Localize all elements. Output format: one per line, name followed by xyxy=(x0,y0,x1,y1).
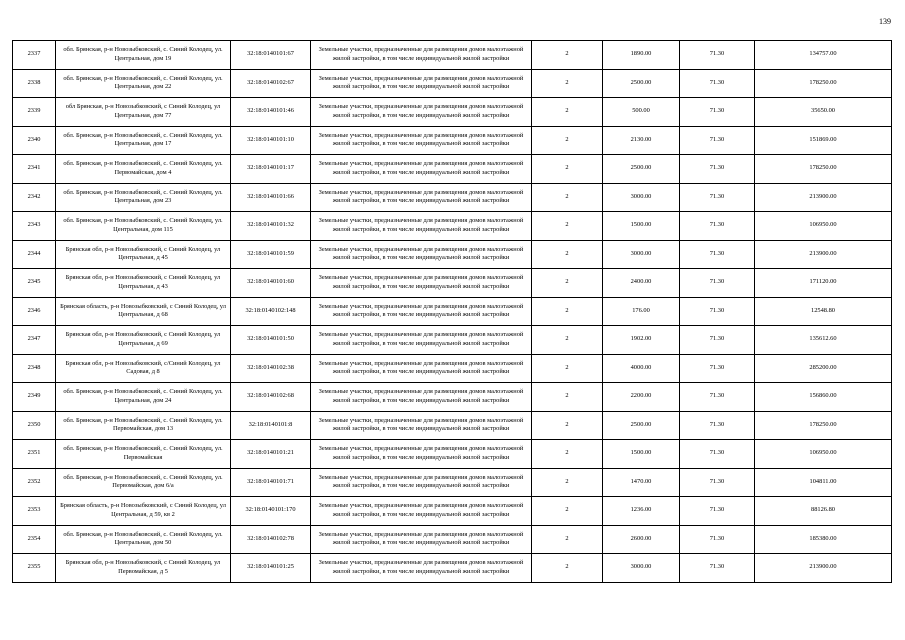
category-cell: 2 xyxy=(532,212,603,241)
table-row xyxy=(13,98,892,127)
row-number: 2338 xyxy=(13,69,56,98)
cadastral-number-cell: 32:18:0140102:38 xyxy=(231,354,311,383)
rate-cell: 71.30 xyxy=(680,326,755,355)
address-cell: обл. Брянская, р-н Новозыбковский, с. Синий Колодец, ул. Первомайская, дом 4 xyxy=(56,155,231,184)
cadastral-number-cell: 32:18:0140101:60 xyxy=(231,269,311,298)
table-row xyxy=(13,440,892,469)
permitted-use-cell: Земельные участки, предназначенные для размещения домов малоэтажной жилой застройки, в том числе индивидуальной жилой застройки xyxy=(311,269,532,298)
row-number: 2337 xyxy=(13,41,56,70)
address-cell: Брянская обл, р-н Новозыбковский, с Синий Колодец, ул Центральная, д 43 xyxy=(56,269,231,298)
area-cell: 1470.00 xyxy=(603,468,680,497)
cadastral-value-cell: 285200.00 xyxy=(755,354,892,383)
rate-cell: 71.30 xyxy=(680,69,755,98)
rate-cell: 71.30 xyxy=(680,525,755,554)
table-row xyxy=(13,411,892,440)
cadastral-number-cell: 32:18:0140101:32 xyxy=(231,212,311,241)
category-cell: 2 xyxy=(532,383,603,412)
table-row xyxy=(13,41,892,70)
cadastral-number-cell: 32:18:0140101:59 xyxy=(231,240,311,269)
category-cell: 2 xyxy=(532,354,603,383)
permitted-use-cell: Земельные участки, предназначенные для размещения домов малоэтажной жилой застройки, в том числе индивидуальной жилой застройки xyxy=(311,525,532,554)
rate-cell: 71.30 xyxy=(680,98,755,127)
rate-cell: 71.30 xyxy=(680,155,755,184)
row-number: 2351 xyxy=(13,440,56,469)
cadastral-number-cell: 32:18:0140102:68 xyxy=(231,383,311,412)
cadastral-number-cell: 32:18:0140101:8 xyxy=(231,411,311,440)
area-cell: 3000.00 xyxy=(603,240,680,269)
permitted-use-cell: Земельные участки, предназначенные для размещения домов малоэтажной жилой застройки, в том числе индивидуальной жилой застройки xyxy=(311,69,532,98)
category-cell: 2 xyxy=(532,440,603,469)
row-number: 2352 xyxy=(13,468,56,497)
permitted-use-cell: Земельные участки, предназначенные для размещения домов малоэтажной жилой застройки, в том числе индивидуальной жилой застройки xyxy=(311,155,532,184)
row-number: 2339 xyxy=(13,98,56,127)
address-cell: Брянская обл, р-н Новозыбковский, с Синий Колодец, ул Центральная, д 45 xyxy=(56,240,231,269)
category-cell: 2 xyxy=(532,183,603,212)
table-row xyxy=(13,468,892,497)
row-number: 2342 xyxy=(13,183,56,212)
cadastral-value-cell: 151869.00 xyxy=(755,126,892,155)
address-cell: Брянская область, р-н Новозыбковский, с Синий Колодец, ул Центральная, д 68 xyxy=(56,297,231,326)
cadastral-number-cell: 32:18:0140101:17 xyxy=(231,155,311,184)
category-cell: 2 xyxy=(532,98,603,127)
rate-cell: 71.30 xyxy=(680,41,755,70)
area-cell: 2500.00 xyxy=(603,155,680,184)
cadastral-value-cell: 171120.00 xyxy=(755,269,892,298)
permitted-use-cell: Земельные участки, предназначенные для размещения домов малоэтажной жилой застройки, в том числе индивидуальной жилой застройки xyxy=(311,240,532,269)
cadastral-number-cell: 32:18:0140101:71 xyxy=(231,468,311,497)
category-cell: 2 xyxy=(532,69,603,98)
address-cell: Брянская обл, р-н Новозыбковский, с Синий Колодец, ул Центральная, д 69 xyxy=(56,326,231,355)
rate-cell: 71.30 xyxy=(680,240,755,269)
area-cell: 4000.00 xyxy=(603,354,680,383)
address-cell: обл. Брянская, р-н Новозыбковский, с. Синий Колодец, ул. Центральная, дом 50 xyxy=(56,525,231,554)
rate-cell: 71.30 xyxy=(680,183,755,212)
cadastral-value-cell: 35650.00 xyxy=(755,98,892,127)
address-cell: Брянская обл, р-н Новозыбковский, с Синий Колодец, ул Первомайская, д 5 xyxy=(56,554,231,583)
address-cell: обл. Брянская, р-н Новозыбковский, с. Синий Колодец, ул. Центральная, дом 23 xyxy=(56,183,231,212)
permitted-use-cell: Земельные участки, предназначенные для размещения домов малоэтажной жилой застройки, в том числе индивидуальной жилой застройки xyxy=(311,41,532,70)
cadastral-value-cell: 106950.00 xyxy=(755,440,892,469)
table-row xyxy=(13,155,892,184)
area-cell: 2130.00 xyxy=(603,126,680,155)
row-number: 2348 xyxy=(13,354,56,383)
permitted-use-cell: Земельные участки, предназначенные для размещения домов малоэтажной жилой застройки, в том числе индивидуальной жилой застройки xyxy=(311,126,532,155)
category-cell: 2 xyxy=(532,126,603,155)
cadastral-number-cell: 32:18:0140102:148 xyxy=(231,297,311,326)
cadastral-number-cell: 32:18:0140101:25 xyxy=(231,554,311,583)
table-row xyxy=(13,326,892,355)
land-plot-table xyxy=(12,40,892,583)
cadastral-value-cell: 185380.00 xyxy=(755,525,892,554)
cadastral-number-cell: 32:18:0140101:67 xyxy=(231,41,311,70)
table-row xyxy=(13,212,892,241)
row-number: 2345 xyxy=(13,269,56,298)
category-cell: 2 xyxy=(532,554,603,583)
category-cell: 2 xyxy=(532,497,603,526)
area-cell: 2600.00 xyxy=(603,525,680,554)
cadastral-value-cell: 104811.00 xyxy=(755,468,892,497)
category-cell: 2 xyxy=(532,269,603,298)
category-cell: 2 xyxy=(532,411,603,440)
cadastral-value-cell: 178250.00 xyxy=(755,155,892,184)
row-number: 2343 xyxy=(13,212,56,241)
table-row xyxy=(13,554,892,583)
table-row xyxy=(13,497,892,526)
row-number: 2347 xyxy=(13,326,56,355)
cadastral-value-cell: 213900.00 xyxy=(755,240,892,269)
cadastral-number-cell: 32:18:0140101:46 xyxy=(231,98,311,127)
table-row xyxy=(13,354,892,383)
area-cell: 3000.00 xyxy=(603,183,680,212)
address-cell: обл Брянская, р-н Новозыбковский, с Синий Колодец, ул Центральная, дом 77 xyxy=(56,98,231,127)
category-cell: 2 xyxy=(532,525,603,554)
table-body xyxy=(13,41,892,583)
cadastral-number-cell: 32:18:0140101:66 xyxy=(231,183,311,212)
area-cell: 500.00 xyxy=(603,98,680,127)
address-cell: Брянская обл, р-н Новозыбковский, с/Синий Колодец, ул Садовая, д 8 xyxy=(56,354,231,383)
cadastral-value-cell: 178250.00 xyxy=(755,69,892,98)
category-cell: 2 xyxy=(532,468,603,497)
area-cell: 2500.00 xyxy=(603,411,680,440)
table-row xyxy=(13,297,892,326)
row-number: 2350 xyxy=(13,411,56,440)
row-number: 2346 xyxy=(13,297,56,326)
area-cell: 2500.00 xyxy=(603,69,680,98)
row-number: 2340 xyxy=(13,126,56,155)
rate-cell: 71.30 xyxy=(680,440,755,469)
permitted-use-cell: Земельные участки, предназначенные для размещения домов малоэтажной жилой застройки, в том числе индивидуальной жилой застройки xyxy=(311,98,532,127)
cadastral-value-cell: 213900.00 xyxy=(755,183,892,212)
permitted-use-cell: Земельные участки, предназначенные для размещения домов малоэтажной жилой застройки, в том числе индивидуальной жилой застройки xyxy=(311,354,532,383)
table-row xyxy=(13,126,892,155)
rate-cell: 71.30 xyxy=(680,383,755,412)
permitted-use-cell: Земельные участки, предназначенные для размещения домов малоэтажной жилой застройки, в том числе индивидуальной жилой застройки xyxy=(311,554,532,583)
area-cell: 1500.00 xyxy=(603,212,680,241)
address-cell: обл. Брянская, р-н Новозыбковский, с. Синий Колодец, ул. Центральная, дом 22 xyxy=(56,69,231,98)
area-cell: 176.00 xyxy=(603,297,680,326)
permitted-use-cell: Земельные участки, предназначенные для размещения домов малоэтажной жилой застройки, в том числе индивидуальной жилой застройки xyxy=(311,411,532,440)
rate-cell: 71.30 xyxy=(680,354,755,383)
cadastral-number-cell: 32:18:0140102:67 xyxy=(231,69,311,98)
cadastral-number-cell: 32:18:0140101:170 xyxy=(231,497,311,526)
cadastral-number-cell: 32:18:0140102:78 xyxy=(231,525,311,554)
table-row xyxy=(13,525,892,554)
area-cell: 1902.00 xyxy=(603,326,680,355)
rate-cell: 71.30 xyxy=(680,269,755,298)
area-cell: 2400.00 xyxy=(603,269,680,298)
address-cell: обл. Брянская, р-н Новозыбковский, с. Синий Колодец, ул. Центральная, дом 24 xyxy=(56,383,231,412)
rate-cell: 71.30 xyxy=(680,497,755,526)
cadastral-value-cell: 12548.80 xyxy=(755,297,892,326)
row-number: 2354 xyxy=(13,525,56,554)
address-cell: обл. Брянская, р-н Новозыбковский, с. Синий Колодец, ул. Первомайская xyxy=(56,440,231,469)
area-cell: 3000.00 xyxy=(603,554,680,583)
category-cell: 2 xyxy=(532,297,603,326)
cadastral-value-cell: 106950.00 xyxy=(755,212,892,241)
permitted-use-cell: Земельные участки, предназначенные для размещения домов малоэтажной жилой застройки, в том числе индивидуальной жилой застройки xyxy=(311,468,532,497)
address-cell: обл. Брянская, р-н Новозыбковский, с. Синий Колодец, ул. Центральная, дом 19 xyxy=(56,41,231,70)
table-row xyxy=(13,69,892,98)
address-cell: обл. Брянская, р-н Новозыбковский, с. Синий Колодец, ул. Центральная, дом 17 xyxy=(56,126,231,155)
table-row xyxy=(13,383,892,412)
permitted-use-cell: Земельные участки, предназначенные для размещения домов малоэтажной жилой застройки, в том числе индивидуальной жилой застройки xyxy=(311,212,532,241)
rate-cell: 71.30 xyxy=(680,297,755,326)
area-cell: 1890.00 xyxy=(603,41,680,70)
row-number: 2353 xyxy=(13,497,56,526)
area-cell: 1236.00 xyxy=(603,497,680,526)
table-row xyxy=(13,240,892,269)
page-number: 139 xyxy=(879,17,891,26)
area-cell: 2200.00 xyxy=(603,383,680,412)
rate-cell: 71.30 xyxy=(680,411,755,440)
rate-cell: 71.30 xyxy=(680,468,755,497)
permitted-use-cell: Земельные участки, предназначенные для размещения домов малоэтажной жилой застройки, в том числе индивидуальной жилой застройки xyxy=(311,297,532,326)
address-cell: обл. Брянская, р-н Новозыбковский, с. Синий Колодец, ул. Центральная, дом 115 xyxy=(56,212,231,241)
address-cell: Брянская область, р-н Новозыбковский, с Синий Колодец, ул Центральная, д 59, кв 2 xyxy=(56,497,231,526)
cadastral-value-cell: 134757.00 xyxy=(755,41,892,70)
cadastral-number-cell: 32:18:0140101:21 xyxy=(231,440,311,469)
permitted-use-cell: Земельные участки, предназначенные для размещения домов малоэтажной жилой застройки, в том числе индивидуальной жилой застройки xyxy=(311,326,532,355)
cadastral-number-cell: 32:18:0140101:50 xyxy=(231,326,311,355)
table-row xyxy=(13,269,892,298)
cadastral-number-cell: 32:18:0140101:10 xyxy=(231,126,311,155)
permitted-use-cell: Земельные участки, предназначенные для размещения домов малоэтажной жилой застройки, в том числе индивидуальной жилой застройки xyxy=(311,183,532,212)
category-cell: 2 xyxy=(532,155,603,184)
row-number: 2344 xyxy=(13,240,56,269)
rate-cell: 71.30 xyxy=(680,126,755,155)
category-cell: 2 xyxy=(532,326,603,355)
row-number: 2341 xyxy=(13,155,56,184)
cadastral-value-cell: 135612.60 xyxy=(755,326,892,355)
row-number: 2355 xyxy=(13,554,56,583)
cadastral-value-cell: 213900.00 xyxy=(755,554,892,583)
category-cell: 2 xyxy=(532,240,603,269)
address-cell: обл. Брянская, р-н Новозыбковский, с. Синий Колодец, ул. Первомайская, дом 6/а xyxy=(56,468,231,497)
permitted-use-cell: Земельные участки, предназначенные для размещения домов малоэтажной жилой застройки, в том числе индивидуальной жилой застройки xyxy=(311,497,532,526)
cadastral-value-cell: 178250.00 xyxy=(755,411,892,440)
row-number: 2349 xyxy=(13,383,56,412)
cadastral-value-cell: 156860.00 xyxy=(755,383,892,412)
permitted-use-cell: Земельные участки, предназначенные для размещения домов малоэтажной жилой застройки, в том числе индивидуальной жилой застройки xyxy=(311,440,532,469)
rate-cell: 71.30 xyxy=(680,554,755,583)
area-cell: 1500.00 xyxy=(603,440,680,469)
rate-cell: 71.30 xyxy=(680,212,755,241)
table-row xyxy=(13,183,892,212)
category-cell: 2 xyxy=(532,41,603,70)
permitted-use-cell: Земельные участки, предназначенные для размещения домов малоэтажной жилой застройки, в том числе индивидуальной жилой застройки xyxy=(311,383,532,412)
address-cell: обл. Брянская, р-н Новозыбковский, с. Синий Колодец, ул. Первомайская, дом 13 xyxy=(56,411,231,440)
cadastral-value-cell: 88126.80 xyxy=(755,497,892,526)
